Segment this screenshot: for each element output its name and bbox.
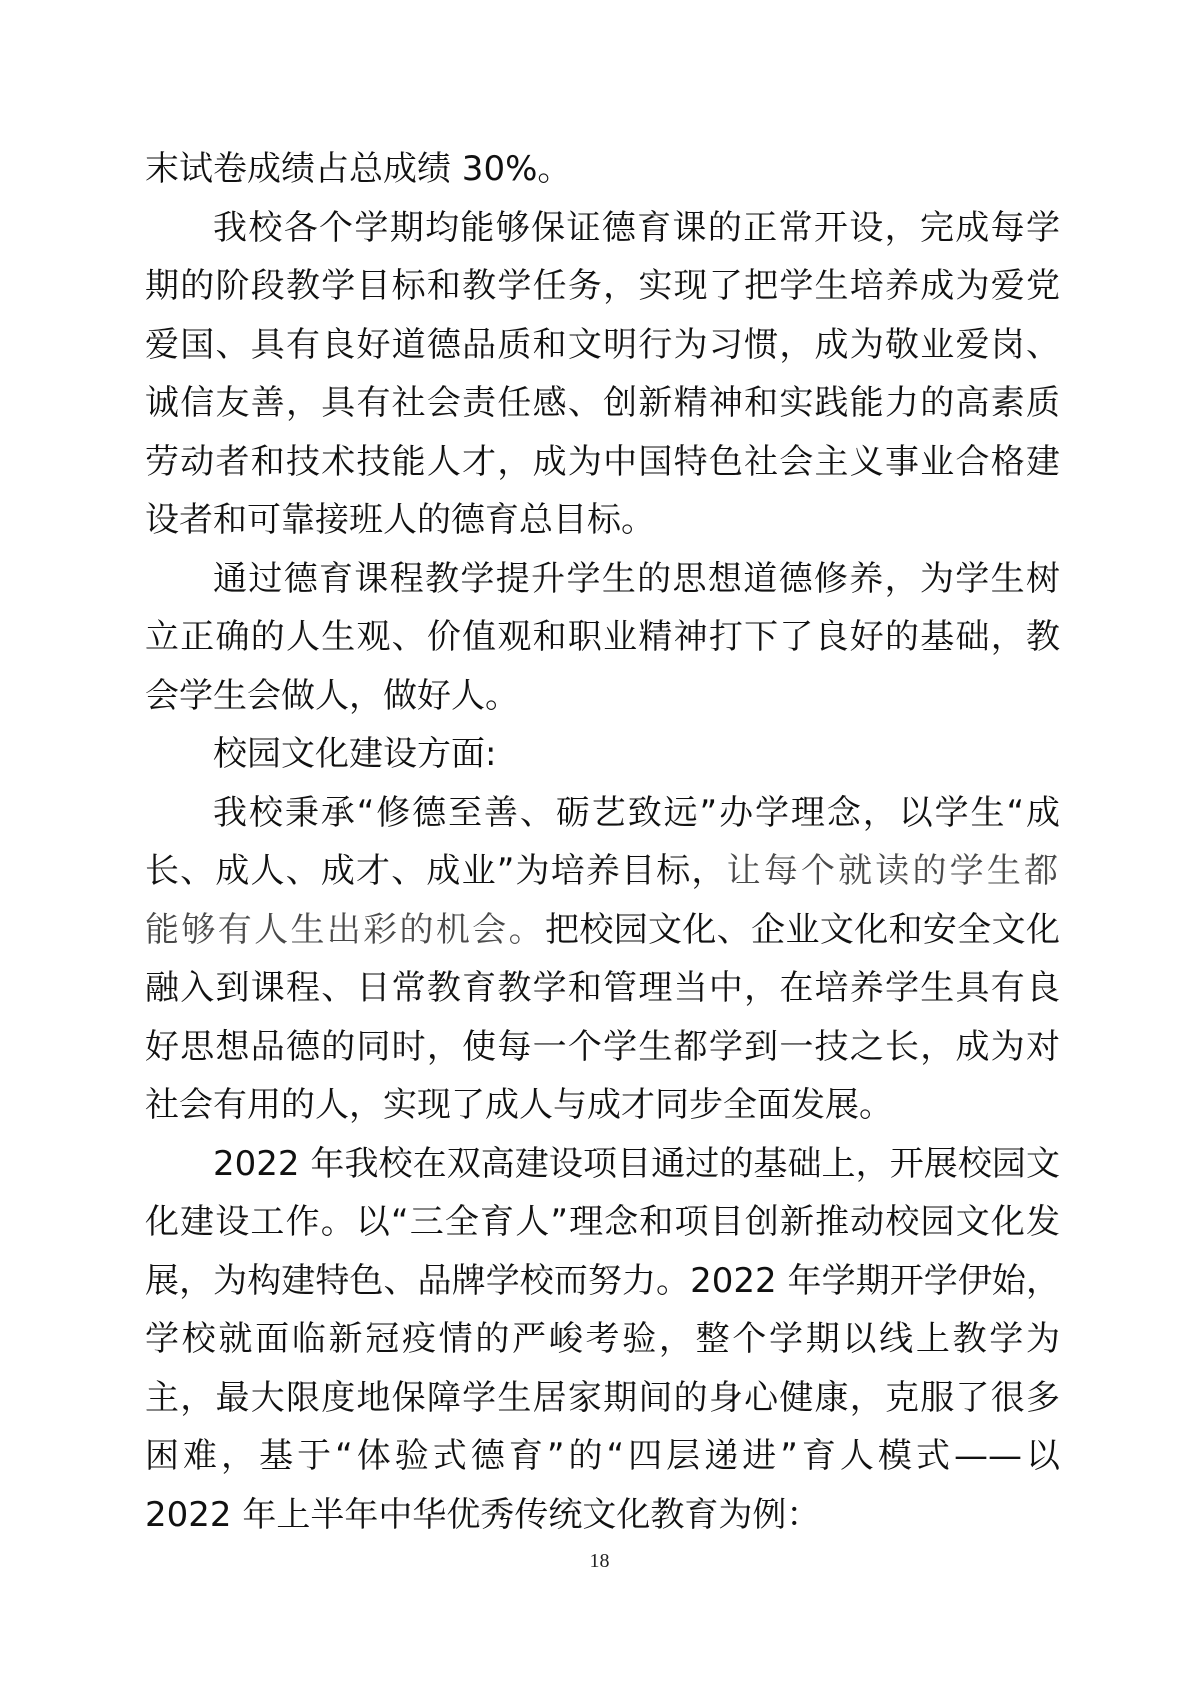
paragraph-school-philosophy [145, 784, 1060, 1135]
paragraph-continuation: 末试卷成绩占总成绩 30%。 [145, 149, 572, 189]
philosophy-text-highlight: 让每个就读的学生都能够有人生出彩的机会。 [145, 851, 1060, 950]
page-number: 18 [589, 1550, 610, 1572]
paragraph-2022-culture-construction: 2022 年我校在双高建设项目通过的基础上，开展校园文化建设工作。以“三全育人”理念和项目创新推动校园文化发展，为构建特色、品牌学校而努力。2022 年学期开学伊始，学校就面临新冠疫情的严峻考验，整个学期以线上教学为主，最大限度地保障学生居家期间的身心健康，克服了很多困难，基于“体验式德育”的“四层递进”育人模式——以 2022 年上半年中华优秀传统文化教育为例： [145, 1143, 1060, 1535]
paragraph-moral-education-goals: 我校各个学期均能够保证德育课的正常开设，完成每学期的阶段教学目标和教学任务，实现了把学生培养成为爱党爱国、具有良好道德品质和文明行为习惯，成为敬业爱岗、诚信友善，具有社会责任感、创新精神和实践能力的高素质劳动者和技术技能人才，成为中国特色社会主义事业合格建设者和可靠接班人的德育总目标。 [145, 207, 1060, 540]
philosophy-text-part1: 我校秉承“修德至善、砺艺致远”办学理念，以学生“成长、成人、成才、成业”为培养目标， [145, 792, 1060, 891]
philosophy-text-part3: 把校园文化、企业文化和安全文化融入到课程、日常教育教学和管理当中，在培养学生具有良好思想品德的同时，使每一个学生都学到一技之长，成为对社会有用的人，实现了成人与成才同步全面发展。 [145, 909, 1061, 1125]
body-text [145, 140, 1060, 1544]
paragraph-campus-culture-heading: 校园文化建设方面: [213, 734, 497, 774]
paragraph-curriculum-teaching: 通过德育课程教学提升学生的思想道德修养，为学生树立正确的人生观、价值观和职业精神打下了良好的基础，教会学生会做人，做好人。 [145, 558, 1060, 716]
